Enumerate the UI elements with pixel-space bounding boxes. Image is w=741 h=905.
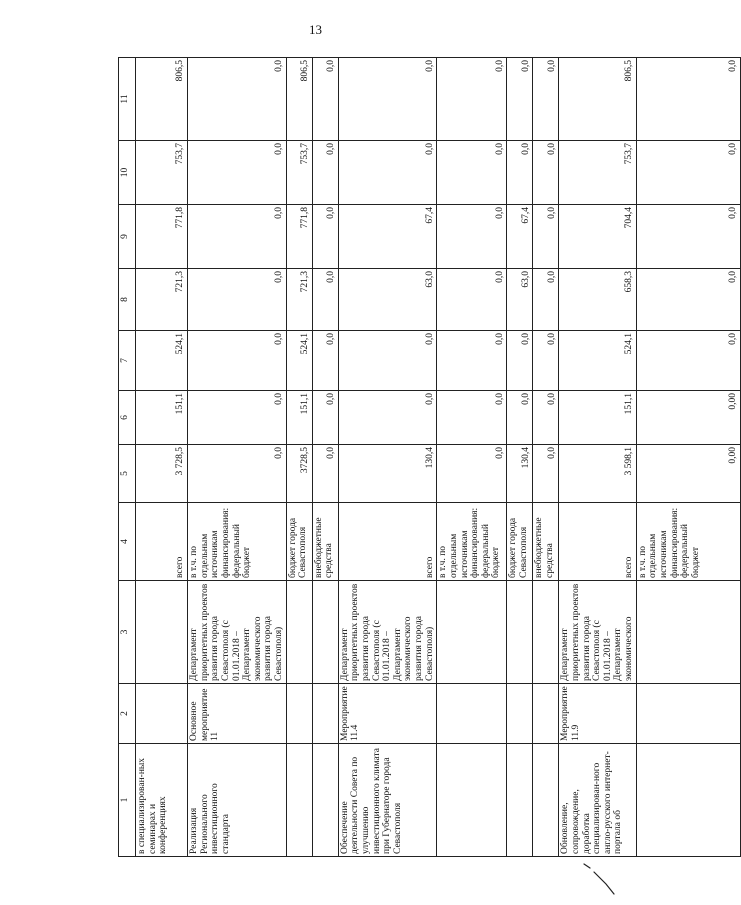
value-cell: 0,0 — [188, 58, 287, 141]
value-cell: 0,0 — [312, 391, 338, 445]
value-cell: 524,1 — [286, 331, 312, 391]
value-cell: 67,4 — [507, 205, 533, 269]
value-cell: 0,0 — [533, 205, 559, 269]
executor-cell — [437, 581, 507, 684]
value-cell: 721,3 — [286, 269, 312, 331]
value-cell: 0,0 — [188, 205, 287, 269]
value-cell: 0,0 — [312, 331, 338, 391]
table-row — [286, 58, 312, 857]
event-name-cell — [636, 744, 740, 857]
event-number-cell — [507, 684, 533, 744]
column-header: 4 — [119, 503, 136, 581]
value-cell: 3728,5 — [286, 445, 312, 503]
event-number-cell — [636, 684, 740, 744]
value-cell: 0,0 — [312, 58, 338, 141]
value-cell: 0,0 — [533, 331, 559, 391]
value-cell: 753,7 — [136, 141, 188, 205]
value-cell: 0,0 — [312, 205, 338, 269]
funding-source-cell: внебюджетные средства — [312, 503, 338, 581]
value-cell: 3 728,5 — [136, 445, 188, 503]
funding-source-cell: внебюджетные средства — [533, 503, 559, 581]
value-cell: 524,1 — [559, 331, 636, 391]
event-number-cell: Основное мероприятие 11 — [188, 684, 287, 744]
column-header: 11 — [119, 58, 136, 141]
funding-source-cell: бюджет города Севастополя — [507, 503, 533, 581]
value-cell: 0,0 — [437, 269, 507, 331]
funding-source-cell: в т.ч. по отдельным источникам финансирования: федеральный бюджет — [188, 503, 287, 581]
event-name-cell — [533, 744, 559, 857]
value-cell: 0,0 — [312, 445, 338, 503]
value-cell: 0,0 — [507, 141, 533, 205]
event-number-cell — [136, 684, 188, 744]
value-cell: 0,0 — [437, 58, 507, 141]
value-cell: 721,3 — [136, 269, 188, 331]
value-cell: 0,0 — [188, 269, 287, 331]
value-cell: 0,0 — [338, 141, 437, 205]
event-name-cell: Реализация Регионального инвестиционного стандарта — [188, 744, 287, 857]
event-name-cell — [437, 744, 507, 857]
column-header: 10 — [119, 141, 136, 205]
value-cell: 771,8 — [136, 205, 188, 269]
value-cell: 0,0 — [312, 141, 338, 205]
value-cell: 0,0 — [636, 205, 740, 269]
event-name-cell: Обеспечение деятельности Совета по улучшению инвестиционного климата при Губернаторе города Севастополя — [338, 744, 437, 857]
value-cell: 0,00 — [636, 391, 740, 445]
value-cell: 0,0 — [338, 58, 437, 141]
value-cell: 67,4 — [338, 205, 437, 269]
value-cell: 130,4 — [338, 445, 437, 503]
executor-cell — [507, 581, 533, 684]
funding-source-cell: всего — [136, 503, 188, 581]
column-header: 5 — [119, 445, 136, 503]
value-cell: 0,0 — [188, 141, 287, 205]
value-cell: 0,0 — [437, 331, 507, 391]
event-number-cell: Мероприятие 11.4 — [338, 684, 437, 744]
column-header: 1 — [119, 744, 136, 857]
value-cell: 0,0 — [437, 205, 507, 269]
value-cell: 0,0 — [338, 331, 437, 391]
value-cell: 0,0 — [188, 445, 287, 503]
table-row — [507, 58, 533, 857]
funding-source-cell: в т.ч. по отдельным источникам финансирования: федеральный бюджет — [636, 503, 740, 581]
table-row — [188, 58, 287, 857]
value-cell: 0,0 — [507, 58, 533, 141]
value-cell: 63,0 — [338, 269, 437, 331]
column-header: 2 — [119, 684, 136, 744]
event-name-cell: Обновление, сопровождение, доработка специализирован-ного англо-русского интернет-портала об — [559, 744, 636, 857]
table-row — [533, 58, 559, 857]
table-row — [312, 58, 338, 857]
event-name-cell — [286, 744, 312, 857]
funding-source-cell: всего — [338, 503, 437, 581]
header-row — [119, 58, 136, 857]
value-cell: 753,7 — [286, 141, 312, 205]
executor-cell — [136, 581, 188, 684]
table-row — [338, 58, 437, 857]
executor-cell — [312, 581, 338, 684]
value-cell: 151,1 — [136, 391, 188, 445]
value-cell: 0,0 — [636, 331, 740, 391]
funding-source-cell: в т.ч. по отдельным источникам финансирования: федеральный бюджет — [437, 503, 507, 581]
value-cell: 658,3 — [559, 269, 636, 331]
value-cell: 130,4 — [507, 445, 533, 503]
value-cell: 704,4 — [559, 205, 636, 269]
table-container — [118, 58, 738, 857]
funding-source-cell: бюджет города Севастополя — [286, 503, 312, 581]
column-header: 6 — [119, 391, 136, 445]
value-cell: 753,7 — [559, 141, 636, 205]
event-number-cell — [533, 684, 559, 744]
value-cell: 63,0 — [507, 269, 533, 331]
executor-cell: Департамент приоритетных проектов развития города Севастополя (с 01.01.2018 – Департамент экономического развития города Севастополя) — [338, 581, 437, 684]
executor-cell: Департамент приоритетных проектов развития города Севастополя (с 01.01.2018 – Департамент экономического развития города Севастополя) — [188, 581, 287, 684]
value-cell: 0,0 — [437, 141, 507, 205]
event-name-cell — [507, 744, 533, 857]
table-row — [437, 58, 507, 857]
funding-source-cell: всего — [559, 503, 636, 581]
value-cell: 0,0 — [338, 391, 437, 445]
executor-cell — [286, 581, 312, 684]
value-cell: 0,0 — [188, 391, 287, 445]
executor-cell — [636, 581, 740, 684]
executor-cell — [533, 581, 559, 684]
event-number-cell: Мероприятие 11.9 — [559, 684, 636, 744]
value-cell: 0,0 — [533, 269, 559, 331]
value-cell: 0,0 — [507, 391, 533, 445]
value-cell: 0,0 — [437, 445, 507, 503]
column-header: 8 — [119, 269, 136, 331]
event-name-cell — [312, 744, 338, 857]
value-cell: 0,0 — [437, 391, 507, 445]
rotated-table-frame — [118, 58, 738, 857]
value-cell: 0,0 — [533, 141, 559, 205]
event-name-cell: в специализирован-ных семинарах и конференциях — [136, 744, 188, 857]
value-cell: 0,0 — [636, 141, 740, 205]
value-cell: 806,5 — [559, 58, 636, 141]
event-number-cell — [286, 684, 312, 744]
event-number-cell — [312, 684, 338, 744]
executor-cell: Департамент приоритетных проектов развития города Севастополя (с 01.01.2018 – Департамент экономического — [559, 581, 636, 684]
column-header: 7 — [119, 331, 136, 391]
value-cell: 0,00 — [636, 445, 740, 503]
table-row — [559, 58, 636, 857]
value-cell: 151,1 — [286, 391, 312, 445]
table-row — [636, 58, 740, 857]
column-header: 9 — [119, 205, 136, 269]
value-cell: 771,8 — [286, 205, 312, 269]
value-cell: 0,0 — [533, 58, 559, 141]
value-cell: 0,0 — [507, 331, 533, 391]
signature-mark — [580, 858, 620, 898]
value-cell: 0,0 — [312, 269, 338, 331]
value-cell: 0,0 — [533, 391, 559, 445]
value-cell: 806,5 — [136, 58, 188, 141]
table-row — [136, 58, 188, 857]
financing-table — [118, 57, 741, 857]
value-cell: 0,0 — [533, 445, 559, 503]
value-cell: 151,1 — [559, 391, 636, 445]
column-header: 3 — [119, 581, 136, 684]
value-cell: 524,1 — [136, 331, 188, 391]
page-number: 13 — [309, 22, 322, 37]
value-cell: 0,0 — [188, 331, 287, 391]
value-cell: 0,0 — [636, 58, 740, 141]
value-cell: 0,0 — [636, 269, 740, 331]
event-number-cell — [437, 684, 507, 744]
value-cell: 3 598,1 — [559, 445, 636, 503]
value-cell: 806,5 — [286, 58, 312, 141]
